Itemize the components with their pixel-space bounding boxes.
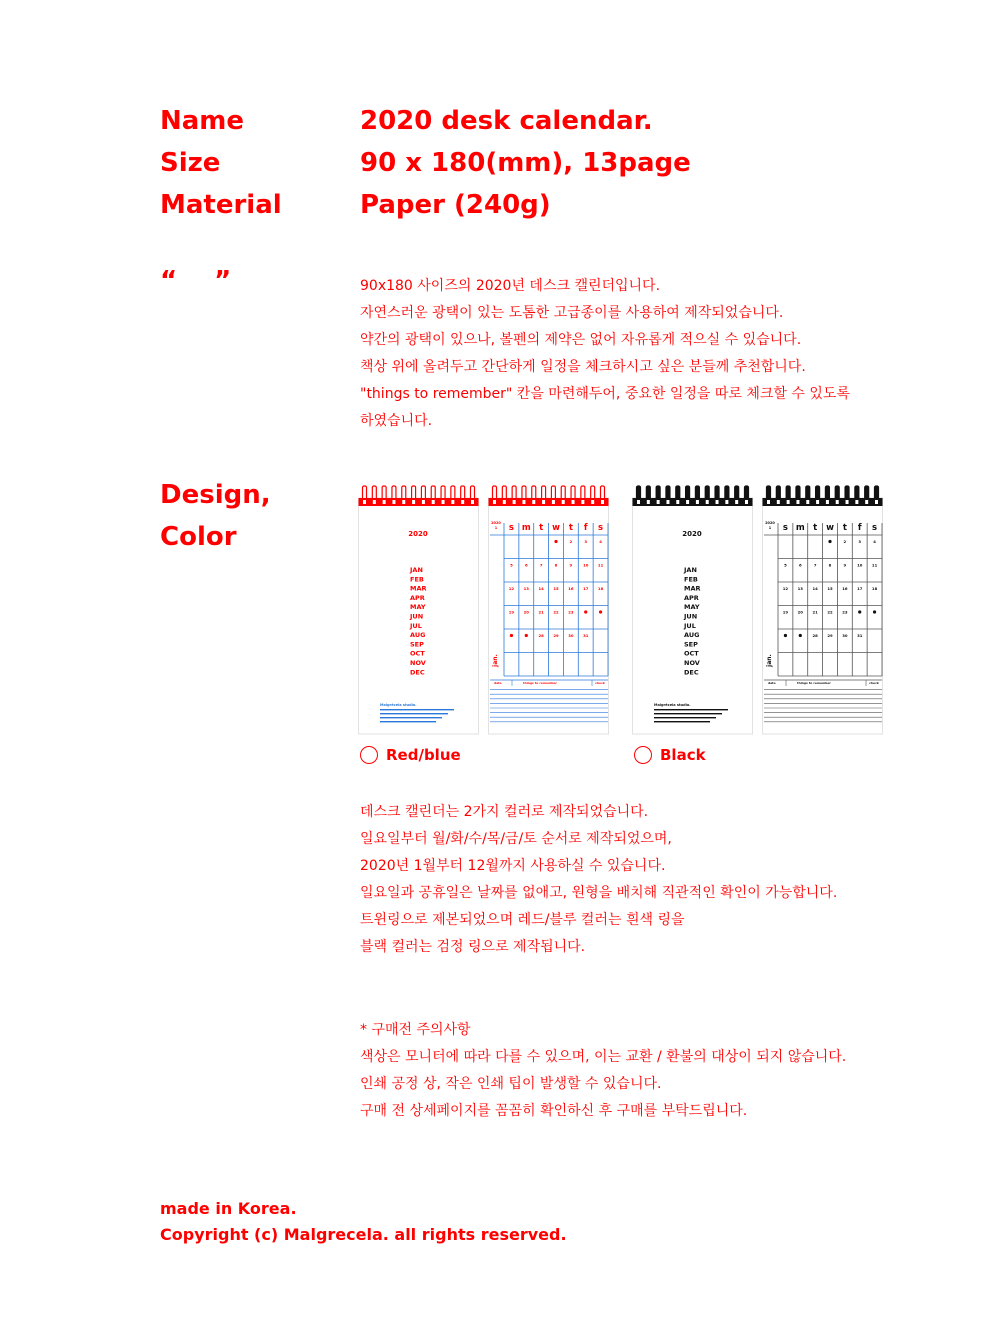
ring-hole (493, 500, 496, 504)
ring (493, 486, 497, 500)
ring-hole (552, 500, 555, 504)
spiral-binding (359, 486, 479, 506)
ring (402, 486, 406, 500)
ring-hole (777, 500, 780, 504)
ring (451, 486, 455, 500)
ring-hole (767, 500, 770, 504)
cover-brand-text-line (380, 721, 436, 722)
date-number: 19 (782, 609, 789, 615)
cover-year: 2020 (682, 530, 702, 538)
date-number: 9 (843, 562, 847, 568)
binding-strip (359, 498, 479, 506)
cover-brand-text-line (380, 709, 454, 710)
ring-hole (826, 500, 829, 504)
date-number: 15 (827, 586, 833, 591)
calendar-month-page (489, 498, 609, 734)
cover-month: JUN (410, 612, 424, 621)
color-info-line: 데스크 캘린더는 2가지 컬러로 제작되었습니다. (360, 804, 649, 820)
ring-hole (855, 500, 858, 504)
cover-month: OCT (684, 649, 699, 658)
holiday-dot (525, 634, 528, 637)
ring-hole (503, 500, 506, 504)
notes-header-date: date (494, 681, 502, 685)
ring (646, 486, 650, 500)
ring (786, 486, 790, 500)
spiral-binding (489, 486, 609, 506)
ring-hole (461, 500, 464, 504)
ring (796, 486, 800, 500)
color-info (360, 799, 837, 961)
cover-month: FEB (684, 575, 698, 584)
holiday-dot (554, 540, 557, 543)
date-number: 18 (597, 586, 604, 591)
ring (431, 486, 435, 500)
ring (686, 486, 690, 500)
ring (855, 486, 859, 500)
description-line: 하였습니다. (360, 413, 433, 429)
side-month-label: jan. (766, 654, 773, 667)
ring (637, 486, 641, 500)
cover-brand-text-line (380, 717, 442, 718)
date-number: 5 (784, 562, 787, 568)
weekday-label: s (782, 523, 788, 533)
date-number: 28 (538, 633, 544, 638)
ring (666, 486, 670, 500)
date-number: 10 (857, 562, 863, 568)
date-number: 18 (871, 586, 878, 591)
weekday-label: w (552, 523, 560, 533)
cover-brand-text-line (654, 713, 722, 714)
made-in-korea: made in Korea. (160, 1199, 297, 1218)
color-info-line: 블랙 컬러는 검정 링으로 제작됩니다. (360, 939, 586, 955)
ring (591, 486, 595, 500)
weekday-label: s (872, 523, 878, 533)
color-info-line: 일요일부터 월/화/수/목/금/토 순서로 제작되었으며, (360, 831, 672, 847)
notes-header-check: check (595, 681, 605, 685)
date-number: 30 (568, 633, 574, 638)
color-info-line: 트윈링으로 제본되었으며 레드/블루 컬러는 흰색 링을 (360, 912, 685, 928)
cover-month: MAY (684, 603, 700, 612)
date-number: 6 (524, 562, 528, 568)
ring (551, 486, 555, 500)
ring-hole (591, 500, 594, 504)
holiday-dot (799, 634, 802, 637)
ring-hole (696, 500, 699, 504)
cover-month: AUG (684, 631, 700, 640)
binding-strip (763, 498, 883, 506)
ring (601, 486, 605, 500)
spec-value-name: 2020 desk calendar. (360, 106, 653, 136)
ring-hole (836, 500, 839, 504)
ring (372, 486, 376, 500)
ring (392, 486, 396, 500)
ring-hole (657, 500, 660, 504)
ring-hole (581, 500, 584, 504)
date-number: 13 (797, 586, 803, 591)
date-number: 12 (508, 586, 515, 591)
date-number: 17 (583, 586, 589, 591)
notes-header-date: date (768, 681, 776, 685)
date-number: 4 (873, 539, 876, 544)
ring (776, 486, 780, 500)
weekday-label: f (857, 523, 862, 533)
weekday-label: t (568, 523, 573, 533)
description-line: 자연스러운 광택이 있는 도톰한 고급종이를 사용하여 제작되었습니다. (360, 305, 784, 321)
description-line: 책상 위에 올려두고 간단하게 일정을 체크하시고 싶은 분들께 추천합니다. (360, 359, 806, 375)
ring-hole (875, 500, 878, 504)
cover-month: SEP (410, 640, 424, 649)
ring (441, 486, 445, 500)
cover-month: DEC (684, 668, 699, 677)
date-number: 7 (813, 562, 817, 568)
date-number: 11 (597, 562, 604, 568)
date-number: 2 (843, 539, 847, 544)
cover-month: JAN (410, 566, 423, 574)
ring (581, 486, 585, 500)
date-number: 11 (871, 562, 878, 568)
ring-hole (471, 500, 474, 504)
cover-month: NOV (684, 659, 700, 667)
ring (705, 486, 709, 500)
cover-brand-text-line (380, 713, 448, 714)
ring (745, 486, 749, 500)
weekday-label: t (842, 523, 847, 533)
cover-month: NOV (410, 659, 426, 667)
ring (363, 486, 367, 500)
ring-hole (686, 500, 689, 504)
ring (767, 486, 771, 500)
cover-month: JUL (684, 621, 696, 630)
footer (160, 1196, 567, 1248)
ring (421, 486, 425, 500)
ring-hole (422, 500, 425, 504)
ring-hole (787, 500, 790, 504)
spiral-binding (633, 486, 753, 506)
holiday-dot (584, 610, 587, 613)
cover-month: JAN (684, 566, 697, 574)
ring-hole (601, 500, 604, 504)
holiday-dot (858, 610, 861, 613)
spec-label-name: Name (160, 106, 245, 136)
spec-label-material: Material (160, 190, 282, 220)
ring (725, 486, 729, 500)
date-number: 13 (523, 586, 529, 591)
weekday-label: s (508, 523, 514, 533)
ring (461, 486, 465, 500)
ring-hole (392, 500, 395, 504)
ring-hole (666, 500, 669, 504)
binding-strip (489, 498, 609, 506)
date-number: 23 (842, 609, 848, 615)
calendar-cover (359, 498, 479, 734)
cover-month: MAY (410, 603, 426, 612)
holiday-dot (784, 634, 787, 637)
cover-year: 2020 (408, 530, 428, 538)
ring (656, 486, 660, 500)
ring-hole (402, 500, 405, 504)
notice-line: 구매 전 상세페이지를 꼼꼼히 확인하신 후 구매를 부탁드립니다. (360, 1103, 748, 1119)
holiday-dot (873, 610, 876, 613)
ring (471, 486, 475, 500)
weekday-label: m (521, 523, 531, 533)
cover-month: JUN (684, 612, 698, 621)
date-number: 3 (584, 539, 588, 544)
ring-hole (562, 500, 565, 504)
ring-hole (542, 500, 545, 504)
date-number: 20 (523, 609, 529, 615)
ring-hole (735, 500, 738, 504)
weekday-label: t (813, 523, 818, 533)
date-number: 19 (508, 609, 515, 615)
ring-hole (513, 500, 516, 504)
ring (512, 486, 516, 500)
holiday-dot (828, 540, 831, 543)
date-number: 5 (510, 562, 513, 568)
spec-value-size: 90 x 180(mm), 13page (360, 148, 691, 178)
date-number: 14 (812, 586, 818, 591)
date-number: 31 (583, 633, 589, 638)
quote-marks: “ ” (160, 266, 234, 296)
date-number: 20 (797, 609, 803, 615)
notice-line: 색상은 모니터에 따라 다를 수 있으며, 이는 교환 / 환불의 대상이 되지 않습니다. (360, 1049, 847, 1065)
date-number: 21 (538, 609, 544, 615)
ring-hole (745, 500, 748, 504)
ring (412, 486, 416, 500)
design-color-title (160, 474, 271, 558)
cover-month: FEB (410, 575, 424, 584)
ring-hole (412, 500, 415, 504)
ring (502, 486, 506, 500)
cover-brand: Malgrécela studio. (380, 703, 417, 707)
ring (522, 486, 526, 500)
spiral-binding (763, 486, 883, 506)
notice-title: * 구매전 주의사항 (360, 1022, 471, 1038)
date-number: 29 (827, 633, 833, 638)
ring-hole (816, 500, 819, 504)
ring-hole (716, 500, 719, 504)
cover-brand: Malgrécela studio. (654, 703, 691, 707)
ring-hole (706, 500, 709, 504)
cover-month: APR (684, 593, 699, 602)
holiday-dot (510, 634, 513, 637)
ring-hole (637, 500, 640, 504)
calendar-preview-black (632, 484, 894, 736)
radio-black[interactable] (634, 746, 652, 764)
date-number: 31 (857, 633, 863, 638)
ring (865, 486, 869, 500)
notes-header-check: check (869, 681, 879, 685)
date-number: 17 (857, 586, 863, 591)
calendar-previews (358, 484, 888, 736)
date-number: 16 (842, 586, 848, 591)
date-number: 2 (569, 539, 573, 544)
cover-month: JUL (410, 621, 422, 630)
ring (816, 486, 820, 500)
ring (825, 486, 829, 500)
ring-hole (796, 500, 799, 504)
swatch-label-black: Black (660, 746, 706, 764)
date-number: 3 (858, 539, 862, 544)
date-number: 10 (583, 562, 589, 568)
ring (806, 486, 810, 500)
holiday-dot (599, 610, 602, 613)
spec-label-size: Size (160, 148, 221, 178)
cover-brand-text-line (654, 717, 716, 718)
date-number: 9 (569, 562, 573, 568)
date-number: 28 (812, 633, 818, 638)
cover-month: DEC (410, 668, 425, 677)
cover-month: SEP (684, 640, 698, 649)
weekday-label: s (598, 523, 604, 533)
date-number: 29 (553, 633, 559, 638)
cover-month: MAR (684, 584, 701, 593)
radio-red-blue[interactable] (360, 746, 378, 764)
notes-header-things: things to remember (797, 681, 831, 685)
ring (715, 486, 719, 500)
calendar-preview-red-blue (358, 484, 620, 736)
date-number: 8 (554, 562, 558, 568)
date-number: 14 (538, 586, 544, 591)
ring-hole (522, 500, 525, 504)
date-number: 30 (842, 633, 848, 638)
ring-hole (442, 500, 445, 504)
swatch-label-red-blue: Red/blue (386, 746, 461, 764)
ring (561, 486, 565, 500)
spec-value-material: Paper (240g) (360, 190, 551, 220)
cover-brand-text-line (654, 709, 728, 710)
date-number: 6 (798, 562, 802, 568)
weekday-label: m (795, 523, 805, 533)
cover-month: OCT (410, 649, 425, 658)
ring (571, 486, 575, 500)
side-month-label: jan. (492, 654, 499, 667)
design-title-line: Design, (160, 480, 271, 510)
ring-hole (373, 500, 376, 504)
description-line: "things to remember" 칸을 마련해두어, 중요한 일정을 따로 체크할 수 있도록 (360, 386, 850, 402)
date-number: 15 (553, 586, 559, 591)
ring-hole (383, 500, 386, 504)
date-number: 23 (568, 609, 574, 615)
corner-year: 2020 (491, 521, 501, 525)
ring (735, 486, 739, 500)
ring (542, 486, 546, 500)
weekday-label: f (583, 523, 588, 533)
ring-hole (432, 500, 435, 504)
ring (835, 486, 839, 500)
date-number: 8 (828, 562, 832, 568)
corner-month: 1 (494, 526, 498, 530)
ring (382, 486, 386, 500)
ring-hole (363, 500, 366, 504)
ring (875, 486, 879, 500)
weekday-label: w (826, 523, 834, 533)
calendar-cover (633, 498, 753, 734)
calendar-month-page (763, 498, 883, 734)
cover-month: APR (410, 593, 425, 602)
ring-hole (806, 500, 809, 504)
ring (676, 486, 680, 500)
ring-hole (572, 500, 575, 504)
date-number: 4 (599, 539, 602, 544)
description-line: 약간의 광택이 있으나, 볼펜의 제약은 없어 자유롭게 적으실 수 있습니다. (360, 332, 802, 348)
copyright: Copyright (c) Malgrecela. all rights reserved. (160, 1225, 567, 1244)
ring-hole (846, 500, 849, 504)
date-number: 22 (827, 609, 833, 615)
weekday-label: t (539, 523, 544, 533)
description (360, 273, 850, 435)
ring-hole (725, 500, 728, 504)
ring-hole (532, 500, 535, 504)
date-number: 22 (553, 609, 559, 615)
ring-hole (647, 500, 650, 504)
cover-brand-text-line (654, 721, 710, 722)
date-number: 21 (812, 609, 818, 615)
design-title-line: Color (160, 522, 237, 552)
corner-month: 1 (768, 526, 772, 530)
ring (532, 486, 536, 500)
date-number: 16 (568, 586, 574, 591)
ring-hole (676, 500, 679, 504)
cover-month: MAR (410, 584, 427, 593)
ring-hole (451, 500, 454, 504)
notes-header-things: things to remember (523, 681, 557, 685)
color-info-line: 2020년 1월부터 12월까지 사용하실 수 있습니다. (360, 858, 666, 874)
color-info-line: 일요일과 공휴일은 날짜를 없애고, 원형을 배치해 직관적인 확인이 가능합니다. (360, 885, 838, 901)
ring (695, 486, 699, 500)
binding-strip (633, 498, 753, 506)
swatch-red-blue[interactable] (360, 746, 461, 764)
ring-hole (865, 500, 868, 504)
corner-year: 2020 (765, 521, 775, 525)
ring (845, 486, 849, 500)
purchase-notice (360, 1017, 846, 1125)
cover-month: AUG (410, 631, 426, 640)
date-number: 12 (782, 586, 789, 591)
date-number: 7 (539, 562, 543, 568)
notice-line: 인쇄 공정 상, 작은 인쇄 팁이 발생할 수 있습니다. (360, 1076, 662, 1092)
description-line: 90x180 사이즈의 2020년 데스크 캘린더입니다. (360, 278, 661, 294)
swatch-black[interactable] (634, 746, 706, 764)
